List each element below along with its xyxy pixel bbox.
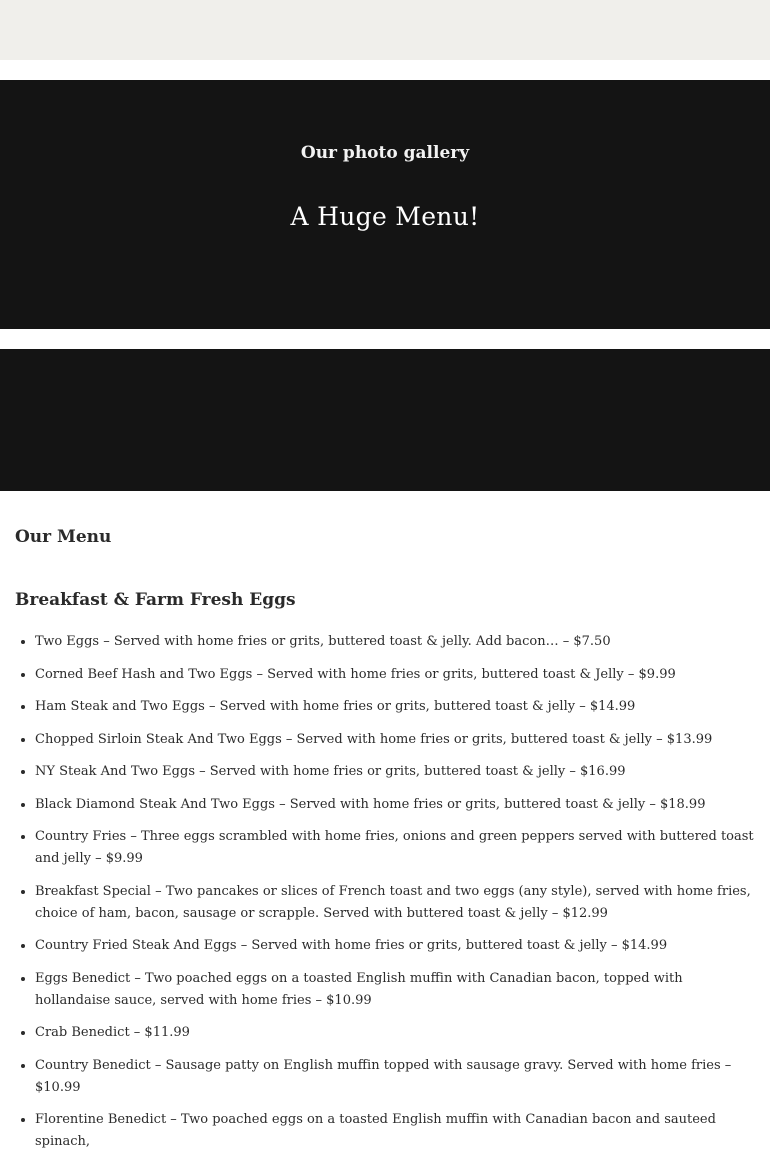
gallery-title: A Huge Menu! [290, 202, 480, 231]
top-bar [0, 0, 770, 60]
menu-item: • Country Benedict – Sausage patty on English muffin topped with sausage gravy. Served with home fries – $10.99 [35, 1055, 760, 1099]
menu-item: • Eggs Benedict – Two poached eggs on a toasted English muffin with Canadian bacon, topped with hollandaise sauce, served with home fries – $10.99 [35, 968, 760, 1012]
menu-item: • Crab Benedict – $11.99 [35, 1022, 760, 1044]
menu-item: • Ham Steak and Two Eggs – Served with home fries or grits, buttered toast & jelly – $14.99 [35, 696, 760, 718]
menu-item: • Breakfast Special – Two pancakes or slices of French toast and two eggs (any style), served with home fries, choice of ham, bacon, sausage or scrapple. Served with buttered toast & jelly – $12.99 [35, 881, 760, 925]
menu-item: • Country Fried Steak And Eggs – Served with home fries or grits, buttered toast & jelly – $14.99 [35, 935, 760, 957]
menu-item: • Chopped Sirloin Steak And Two Eggs – Served with home fries or grits, buttered toast & jelly – $13.99 [35, 729, 760, 751]
section-heading: Breakfast & Farm Fresh Eggs [15, 590, 296, 610]
gallery-hero [0, 80, 770, 329]
menu-item: • NY Steak And Two Eggs – Served with home fries or grits, buttered toast & jelly – $16.99 [35, 761, 760, 783]
breakfast-menu-list [15, 631, 760, 1164]
photo-band [0, 349, 770, 491]
menu-heading: Our Menu [15, 527, 112, 548]
menu-item: • Corned Beef Hash and Two Eggs – Served with home fries or grits, buttered toast & Jelly – $9.99 [35, 664, 760, 686]
gallery-kicker: Our photo gallery [300, 143, 470, 163]
menu-item: • Country Fries – Three eggs scrambled with home fries, onions and green peppers served with buttered toast and jelly – $9.99 [35, 826, 760, 870]
menu-item: • Two Eggs – Served with home fries or grits, buttered toast & jelly. Add bacon… – $7.50 [35, 631, 760, 653]
menu-item: • Florentine Benedict – Two poached eggs on a toasted English muffin with Canadian bacon and sauteed spinach, [35, 1109, 760, 1153]
menu-item: • Black Diamond Steak And Two Eggs – Served with home fries or grits, buttered toast & jelly – $18.99 [35, 794, 760, 816]
